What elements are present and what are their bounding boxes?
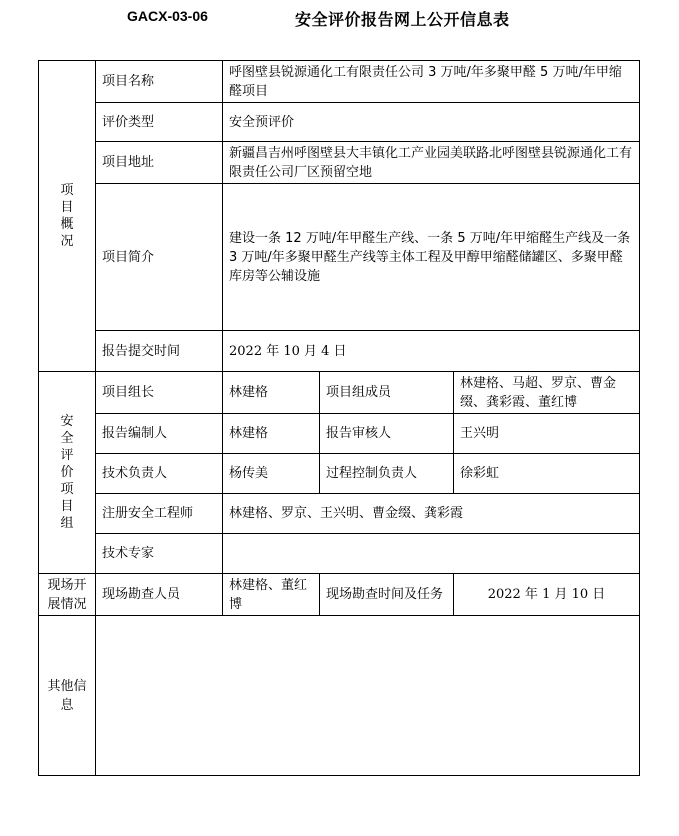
leader-label: 项目组长 xyxy=(96,372,223,414)
row-other xyxy=(39,616,640,776)
submit-time-label: 报告提交时间 xyxy=(96,331,223,372)
eval-type-value: 安全预评价 xyxy=(223,103,640,142)
experts-value xyxy=(223,534,640,574)
summary-label: 项目简介 xyxy=(96,184,223,331)
row-engineers xyxy=(39,494,640,534)
section-overview-label: 项目概况 xyxy=(39,61,96,372)
experts-label: 技术专家 xyxy=(96,534,223,574)
engineers-value: 林建格、罗京、王兴明、曹金缀、龚彩霞 xyxy=(223,494,640,534)
row-summary xyxy=(39,184,640,331)
address-value: 新疆昌吉州呼图壁县大丰镇化工产业园美联路北呼图壁县锐源通化工有限责任公司厂区预留空地 xyxy=(223,142,640,184)
document-code: GACX-03-06 xyxy=(127,8,208,24)
process-lead-value: 徐彩虹 xyxy=(454,454,640,494)
row-address xyxy=(39,142,640,184)
row-experts xyxy=(39,534,640,574)
section-other-label: 其他信息 xyxy=(39,616,96,776)
tech-lead-value: 杨传美 xyxy=(223,454,320,494)
row-submit-time xyxy=(39,331,640,372)
eval-type-label: 评价类型 xyxy=(96,103,223,142)
address-label: 项目地址 xyxy=(96,142,223,184)
author-label: 报告编制人 xyxy=(96,414,223,454)
reviewer-value: 王兴明 xyxy=(454,414,640,454)
engineers-label: 注册安全工程师 xyxy=(96,494,223,534)
project-name-label: 项目名称 xyxy=(96,61,223,103)
row-leader xyxy=(39,372,640,414)
tech-lead-label: 技术负责人 xyxy=(96,454,223,494)
reviewer-label: 报告审核人 xyxy=(320,414,454,454)
row-project-name xyxy=(39,61,640,103)
members-value: 林建格、马超、罗京、曹金缀、龚彩霞、董红博 xyxy=(454,372,640,414)
summary-value: 建设一条 12 万吨/年甲醛生产线、一条 5 万吨/年甲缩醛生产线及一条 3 万吨/年多聚甲醛生产线等主体工程及甲醇甲缩醛储罐区、多聚甲醛库房等公辅设施 xyxy=(223,184,640,331)
row-site xyxy=(39,574,640,616)
surveyors-label: 现场勘查人员 xyxy=(96,574,223,616)
submit-time-value: 2022 年 10 月 4 日 xyxy=(223,331,640,372)
row-tech-lead xyxy=(39,454,640,494)
row-author xyxy=(39,414,640,454)
leader-value: 林建格 xyxy=(223,372,320,414)
author-value: 林建格 xyxy=(223,414,320,454)
document-title: 安全评价报告网上公开信息表 xyxy=(295,10,510,29)
survey-time-value: 2022 年 1 月 10 日 xyxy=(454,574,640,616)
section-team-label: 安全评价项目组 xyxy=(39,372,96,574)
members-label: 项目组成员 xyxy=(320,372,454,414)
info-table xyxy=(38,60,640,776)
surveyors-value: 林建格、董红博 xyxy=(223,574,320,616)
row-eval-type xyxy=(39,103,640,142)
section-site-label: 现场开展情况 xyxy=(39,574,96,616)
project-name-value: 呼图壁县锐源通化工有限责任公司 3 万吨/年多聚甲醛 5 万吨/年甲缩醛项目 xyxy=(223,61,640,103)
process-lead-label: 过程控制负责人 xyxy=(320,454,454,494)
other-value xyxy=(96,616,640,776)
survey-time-label: 现场勘查时间及任务 xyxy=(320,574,454,616)
